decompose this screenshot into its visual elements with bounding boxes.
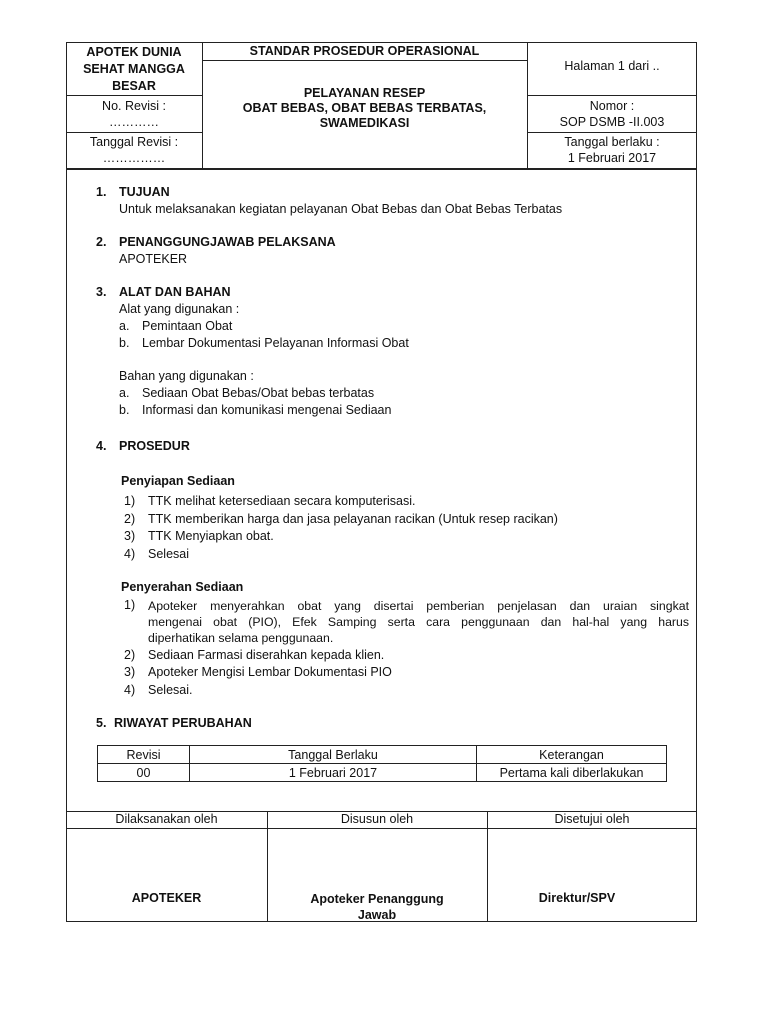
- section-number: 2.: [96, 235, 107, 249]
- signature-role: APOTEKER: [131, 891, 202, 905]
- list-item-line: mengenai obat (PIO), Efek Samping serta cara penggunaan dan hal-hal yang harus: [148, 615, 689, 629]
- list-marker: 2): [124, 512, 136, 526]
- header-divider: [66, 132, 202, 133]
- table-header: Revisi: [98, 746, 190, 764]
- revision-date-value: ……………: [102, 151, 166, 165]
- list-item: TTK memberikan harga dan jasa pelayanan racikan (Untuk resep racikan): [148, 512, 558, 526]
- section-title: PROSEDUR: [119, 439, 190, 453]
- page-number: Halaman 1 dari ..: [564, 59, 660, 73]
- list-marker: 1): [124, 598, 136, 612]
- number-label: Nomor :: [589, 99, 635, 113]
- list-item: Lembar Dokumentasi Pelayanan Informasi Obat: [142, 336, 409, 350]
- doc-title-line: SWAMEDIKASI: [319, 116, 410, 130]
- list-marker: 4): [124, 683, 136, 697]
- table-header: Tanggal Berlaku: [190, 746, 477, 764]
- table-header: Keterangan: [477, 746, 667, 764]
- list-item: Apoteker Mengisi Lembar Dokumentasi PIO: [148, 665, 392, 679]
- list-marker: 3): [124, 665, 136, 679]
- list-marker: a.: [119, 386, 130, 400]
- header-divider: [66, 95, 202, 96]
- signature-header: Dilaksanakan oleh: [115, 812, 218, 826]
- section-number: 3.: [96, 285, 107, 299]
- list-marker: a.: [119, 319, 130, 333]
- list-marker: 3): [124, 529, 136, 543]
- number-value: SOP DSMB -II.003: [559, 115, 665, 129]
- subsection-title: Penyiapan Sediaan: [121, 474, 235, 488]
- signature-header: Disetujui oleh: [554, 812, 630, 826]
- section-title: RIWAYAT PERUBAHAN: [114, 716, 252, 730]
- signature-role: [267, 891, 487, 923]
- signature-divider: [487, 811, 488, 922]
- signature-role-line: Apoteker Penanggung: [310, 892, 444, 906]
- revision-date: [66, 134, 202, 166]
- effective-date: [527, 134, 697, 166]
- revision-date-label: Tanggal Revisi :: [89, 135, 179, 149]
- company-line: SEHAT MANGGA: [83, 62, 185, 76]
- table-cell: Pertama kali diberlakukan: [477, 764, 667, 782]
- list-item: Selesai.: [148, 683, 193, 697]
- section-title: TUJUAN: [119, 185, 170, 199]
- header-divider: [527, 95, 697, 96]
- section-title: ALAT DAN BAHAN: [119, 285, 231, 299]
- doc-title: [202, 86, 527, 131]
- list-marker: 1): [124, 494, 136, 508]
- list-item: Sediaan Farmasi diserahkan kepada klien.: [148, 648, 385, 662]
- table-header-row: [98, 746, 667, 764]
- revision-field: [66, 98, 202, 130]
- header-divider: [202, 60, 527, 61]
- revision-history-table: [97, 745, 667, 782]
- list-item: Informasi dan komunikasi mengenai Sediaan: [142, 403, 392, 417]
- section-number: 1.: [96, 185, 107, 199]
- list-marker: 2): [124, 648, 136, 662]
- list-item-line: diperhatikan selama penggunaan.: [148, 631, 334, 645]
- header-divider: [66, 168, 697, 170]
- section-title: PENANGGUNGJAWAB PELAKSANA: [119, 235, 336, 249]
- effective-label: Tanggal berlaku :: [564, 135, 660, 149]
- company-name: [66, 44, 202, 95]
- revision-value: …………: [109, 115, 159, 129]
- bahan-intro: Bahan yang digunakan :: [119, 369, 254, 383]
- effective-value: 1 Februari 2017: [567, 151, 657, 165]
- list-item: TTK Menyiapkan obat.: [148, 529, 274, 543]
- list-marker: 4): [124, 547, 136, 561]
- table-cell: 00: [98, 764, 190, 782]
- section-number: 5.: [96, 716, 107, 730]
- section-number: 4.: [96, 439, 107, 453]
- subsection-title: Penyerahan Sediaan: [121, 580, 244, 594]
- header-divider: [527, 132, 697, 133]
- list-item-line: Apoteker menyerahkan obat yang disertai pemberian penjelasan dan uraian singkat: [148, 599, 689, 613]
- sop-title: STANDAR PROSEDUR OPERASIONAL: [249, 44, 480, 58]
- revision-label: No. Revisi :: [102, 99, 166, 113]
- section-text: Untuk melaksanakan kegiatan pelayanan Obat Bebas dan Obat Bebas Terbatas: [119, 202, 563, 216]
- signature-header: Disusun oleh: [340, 812, 414, 826]
- alat-intro: Alat yang digunakan :: [119, 302, 240, 316]
- document-number: [527, 98, 697, 130]
- list-marker: b.: [119, 403, 130, 417]
- doc-title-line: OBAT BEBAS, OBAT BEBAS TERBATAS,: [242, 101, 487, 115]
- doc-title-line: PELAYANAN RESEP: [303, 86, 426, 100]
- list-item: TTK melihat ketersediaan secara komputerisasi.: [148, 494, 416, 508]
- list-item: [148, 598, 689, 646]
- list-marker: b.: [119, 336, 130, 350]
- table-cell: 1 Februari 2017: [190, 764, 477, 782]
- signature-role-line: Jawab: [357, 908, 397, 922]
- section-text: APOTEKER: [119, 252, 188, 266]
- company-line: BESAR: [112, 79, 156, 93]
- table-row: [98, 764, 667, 782]
- signature-role: Direktur/SPV: [538, 891, 616, 905]
- company-line: APOTEK DUNIA: [86, 45, 182, 59]
- list-item: Pemintaan Obat: [142, 319, 233, 333]
- list-item: Selesai: [148, 547, 189, 561]
- list-item: Sediaan Obat Bebas/Obat bebas terbatas: [142, 386, 375, 400]
- signature-divider: [66, 828, 697, 829]
